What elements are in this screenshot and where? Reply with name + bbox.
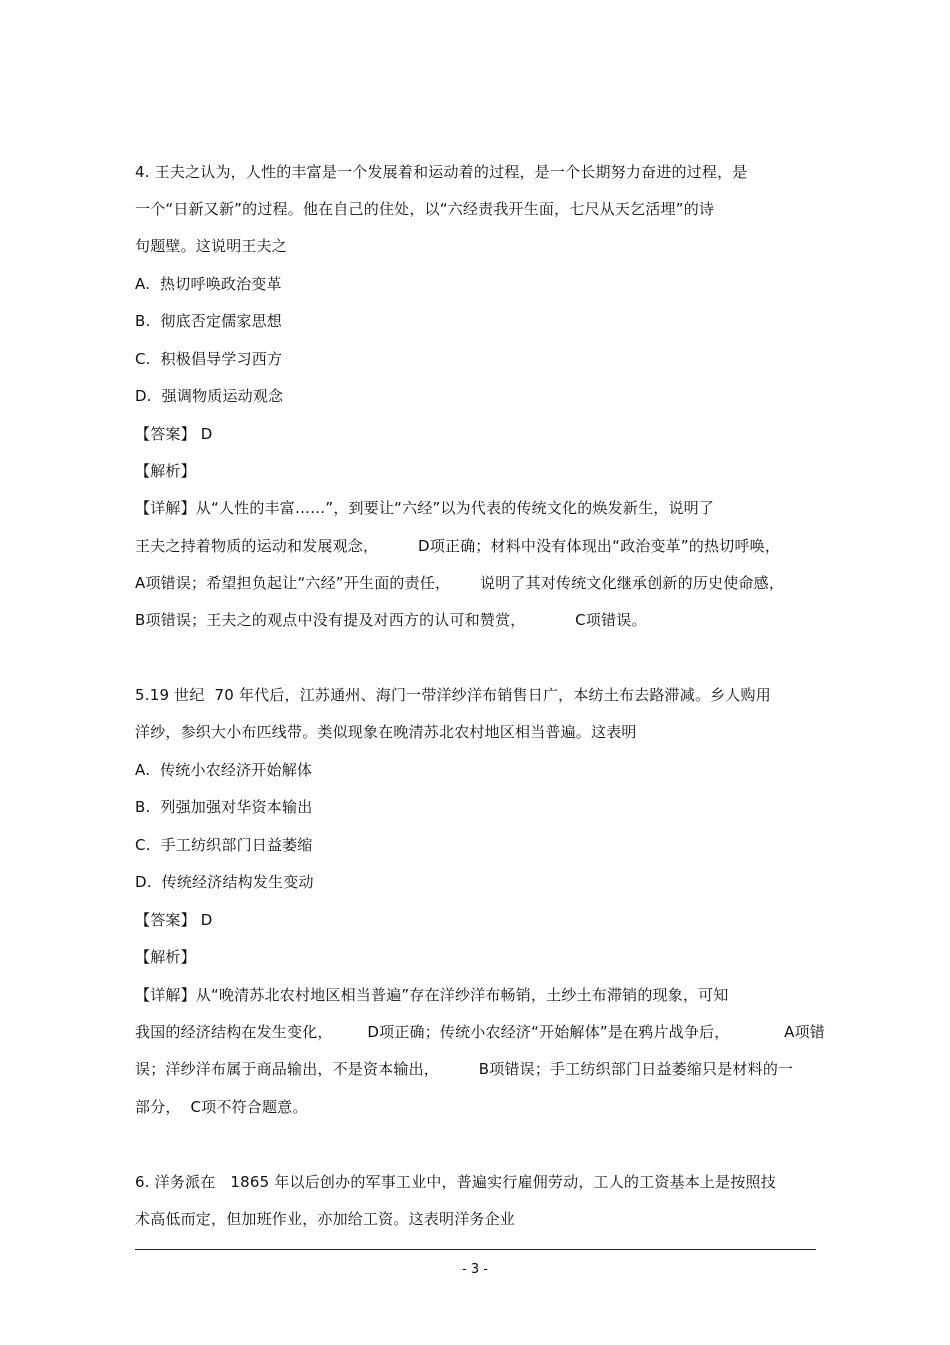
- q5-analysis-label: 【解析】: [135, 948, 196, 966]
- q4-explanation-line-2: 王夫之持着物质的运动和发展观念， D项正确；材料中没有体现出“政治变革”的热切呼唤，: [135, 537, 781, 555]
- footer-divider: [135, 1249, 816, 1250]
- q5-option-d: D. 传统经济结构发生变动: [135, 873, 314, 891]
- q4-explanation-line-1: 【详解】从“人性的丰富……”，到要让“六经”以为代表的传统文化的焕发新生，说明了: [135, 499, 715, 517]
- q6-stem-line-1: 6. 洋务派在 1865 年以后创办的军事工业中，普遍实行雇佣劳动，工人的工资基本上是按照技: [135, 1173, 776, 1191]
- q5-stem-line-1: 5.19 世纪 70 年代后，江苏通州、海门一带洋纱洋布销售日广，本纺土布去路滞减。乡人购用: [135, 686, 771, 704]
- q5-explanation-line-2: 我国的经济结构在发生变化， D项正确；传统小农经济“开始解体”是在鸦片战争后， A项错: [135, 1023, 825, 1041]
- q4-option-d: D. 强调物质运动观念: [135, 387, 284, 405]
- q4-stem-line-3: 句题壁。这说明王夫之: [135, 237, 288, 255]
- q5-stem-line-2: 洋纱，参织大小布匹线带。类似现象在晚清苏北农村地区相当普遍。这表明: [135, 723, 637, 741]
- q5-option-b: B. 列强加强对华资本输出: [135, 798, 313, 816]
- q5-option-a: A. 传统小农经济开始解体: [135, 761, 313, 779]
- q5-answer: 【答案】 D: [135, 911, 213, 929]
- q4-explanation-line-4: B项错误；王夫之的观点中没有提及对西方的认可和赞赏， C项错误。: [135, 611, 647, 629]
- q4-option-c: C. 积极倡导学习西方: [135, 350, 283, 368]
- q4-stem-line-1: 4. 王夫之认为，人性的丰富是一个发展着和运动着的过程，是一个长期努力奋进的过程，是: [135, 163, 748, 181]
- q5-explanation-line-3: 误；洋纱洋布属于商品输出，不是资本输出， B项错误；手工纺织部门日益萎缩只是材料的一: [135, 1060, 794, 1078]
- q5-option-c: C. 手工纺织部门日益萎缩: [135, 836, 313, 854]
- q4-option-b: B. 彻底否定儒家思想: [135, 312, 282, 330]
- q4-explanation-line-3: A项错误；希望担负起让“六经”开生面的责任， 说明了其对传统文化继承创新的历史使命感，: [135, 574, 785, 592]
- q4-analysis-label: 【解析】: [135, 462, 196, 480]
- q6-stem-line-2: 术高低而定，但加班作业，亦加给工资。这表明洋务企业: [135, 1210, 516, 1228]
- q5-explanation-line-1: 【详解】从“晚清苏北农村地区相当普遍”存在洋纱洋布畅销，土纱土布滞销的现象，可知: [135, 986, 729, 1004]
- q4-stem-line-2: 一个“日新又新”的过程。他在自己的住处，以“六经责我开生面，七尺从天乞活埋”的诗: [135, 200, 715, 218]
- q4-option-a: A. 热切呼唤政治变革: [135, 275, 282, 293]
- q5-explanation-line-4: 部分， C项不符合题意。: [135, 1098, 308, 1116]
- page-number: - 3 -: [462, 1262, 488, 1277]
- q4-answer: 【答案】 D: [135, 425, 213, 443]
